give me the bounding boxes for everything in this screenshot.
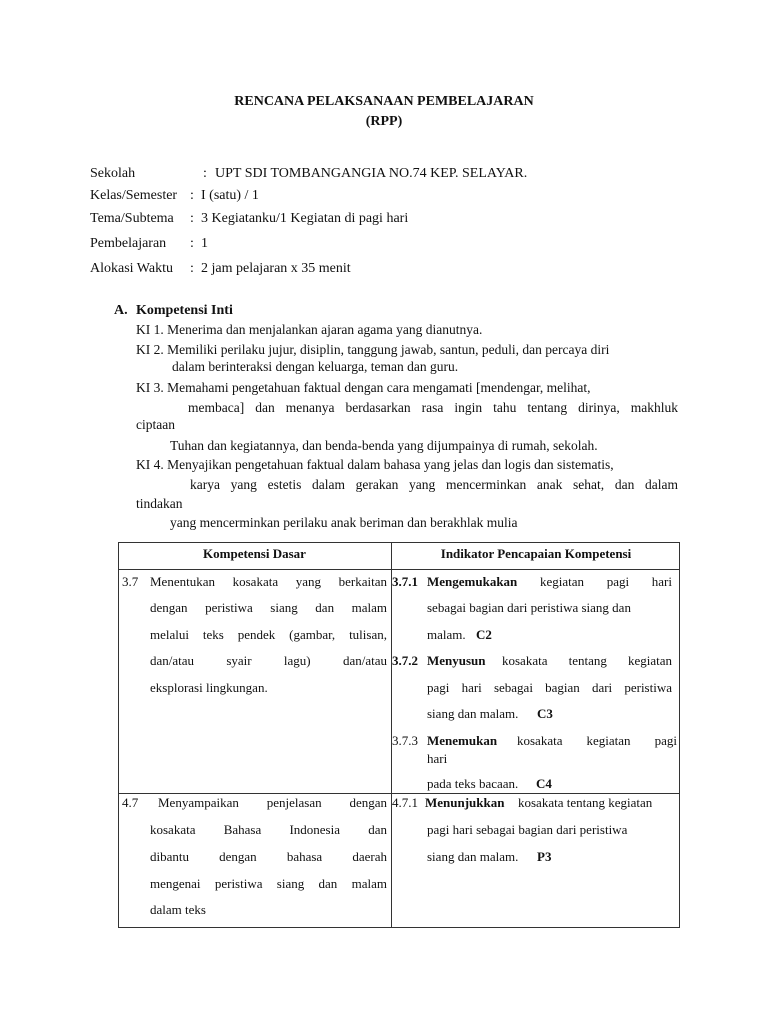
ki3-line4: Tuhan dan kegiatannya, dan benda-benda yang dijumpainya di rumah, sekolah. <box>170 438 598 453</box>
identity-value-school: UPT SDI TOMBANGANGIA NO.74 KEP. SELAYAR. <box>215 166 528 181</box>
ind4-line3: siang dan malam. <box>427 849 519 864</box>
section-letter: A. <box>114 303 128 318</box>
kd1-line2: dengan peristiwa siang dan malam <box>150 600 387 615</box>
identity-sep-class: : <box>190 188 194 203</box>
ind1-line2: sebagai bagian dari peristiwa siang dan <box>427 600 631 615</box>
ind3-line2: hari <box>427 751 448 766</box>
table-header-kd: Kompetensi Dasar <box>203 546 306 561</box>
ki2-line1: KI 2. Memiliki perilaku jujur, disiplin, tanggung jawab, santun, peduli, dan percaya diri <box>136 342 610 357</box>
kd2-line2: kosakata Bahasa Indonesia dan <box>150 822 387 837</box>
identity-value-lesson: 1 <box>201 236 208 251</box>
ind1-number: 3.7.1 <box>392 574 418 589</box>
ind2-code: C3 <box>537 706 553 721</box>
ki4-line1: KI 4. Menyajikan pengetahuan faktual dalam bahasa yang jelas dan logis dan sistematis, <box>136 457 614 472</box>
ki3-line2: membaca] dan menanya berdasarkan rasa ingin tahu tentang dirinya, makhluk <box>188 400 678 415</box>
document-subtitle: (RPP) <box>365 114 403 129</box>
kd1-line5: eksplorasi lingkungan. <box>150 680 268 695</box>
ki4-line4: yang mencerminkan perilaku anak beriman dan berakhlak mulia <box>170 515 518 530</box>
identity-sep-theme: : <box>190 211 194 226</box>
ind2-line3: siang dan malam. <box>427 706 519 721</box>
identity-value-class: I (satu) / 1 <box>201 188 259 203</box>
kd2-line3: dibantu dengan bahasa daerah <box>150 849 387 864</box>
ind1-line3: malam. <box>427 627 466 642</box>
section-heading: Kompetensi Inti <box>136 303 233 318</box>
kd1-line1: Menentukan kosakata yang berkaitan <box>150 574 387 589</box>
identity-label-theme: Tema/Subtema <box>90 211 174 226</box>
identity-sep-lesson: : <box>190 236 194 251</box>
identity-value-theme: 3 Kegiatanku/1 Kegiatan di pagi hari <box>201 211 409 226</box>
ind1-verb: Mengemukakan <box>427 574 518 589</box>
ind1-code: C2 <box>476 627 492 642</box>
table-header-divider <box>118 569 680 570</box>
table-header-indikator: Indikator Pencapaian Kompetensi <box>440 546 632 561</box>
ki3-line1: KI 3. Memahami pengetahuan faktual dengan cara mengamati [mendengar, melihat, <box>136 380 591 395</box>
ki4-line3: tindakan <box>136 496 183 511</box>
identity-label-school: Sekolah <box>90 166 136 181</box>
kd2-line1: Menyampaikan penjelasan dengan <box>158 795 387 810</box>
kd2-number: 4.7 <box>122 795 139 810</box>
ind4-line1-rest: kosakata tentang kegiatan <box>518 795 653 810</box>
identity-sep-time: : <box>190 261 194 276</box>
kd1-line3: melalui teks pendek (gambar, tulisan, <box>150 627 387 642</box>
identity-sep-school: : <box>203 166 207 181</box>
identity-label-lesson: Pembelajaran <box>90 236 167 251</box>
kd1-line4: dan/atau syair lagu) dan/atau <box>150 653 387 668</box>
identity-label-class: Kelas/Semester <box>90 188 178 203</box>
ind2-verb: Menyusun <box>427 653 486 668</box>
ki4-line2: karya yang estetis dalam gerakan yang mencerminkan anak sehat, dan dalam <box>190 477 678 492</box>
ind2-number: 3.7.2 <box>392 653 418 668</box>
ind4-number: 4.7.1 <box>392 795 418 810</box>
ind3-verb: Menemukan <box>427 733 498 748</box>
document-title: RENCANA PELAKSANAAN PEMBELAJARAN <box>234 94 534 109</box>
ind1-line1-rest: kegiatan pagi hari <box>540 574 672 589</box>
ki3-line3: ciptaan <box>136 417 175 432</box>
ki1-text: KI 1. Menerima dan menjalankan ajaran agama yang dianutnya. <box>136 322 483 337</box>
kd1-number: 3.7 <box>122 574 139 589</box>
kd2-line4: mengenai peristiwa siang dan malam <box>150 876 387 891</box>
ind2-line2: pagi hari sebagai bagian dari peristiwa <box>427 680 672 695</box>
ind4-verb: Menunjukkan <box>425 795 505 810</box>
identity-label-time: Alokasi Waktu <box>90 261 173 276</box>
ind3-code: C4 <box>536 776 552 791</box>
identity-value-time: 2 jam pelajaran x 35 menit <box>201 261 351 276</box>
kd2-line5: dalam teks <box>150 902 206 917</box>
ind4-line2: pagi hari sebagai bagian dari peristiwa <box>427 822 628 837</box>
ind3-number: 3.7.3 <box>392 733 418 748</box>
ind3-line3: pada teks bacaan. <box>427 776 519 791</box>
ind3-line1-rest: kosakata kegiatan pagi <box>517 733 677 748</box>
table-row-divider <box>118 793 680 794</box>
ind2-line1-rest: kosakata tentang kegiatan <box>502 653 672 668</box>
ki2-line2: dalam berinteraksi dengan keluarga, teman dan guru. <box>172 359 459 374</box>
ind4-code: P3 <box>537 849 552 864</box>
